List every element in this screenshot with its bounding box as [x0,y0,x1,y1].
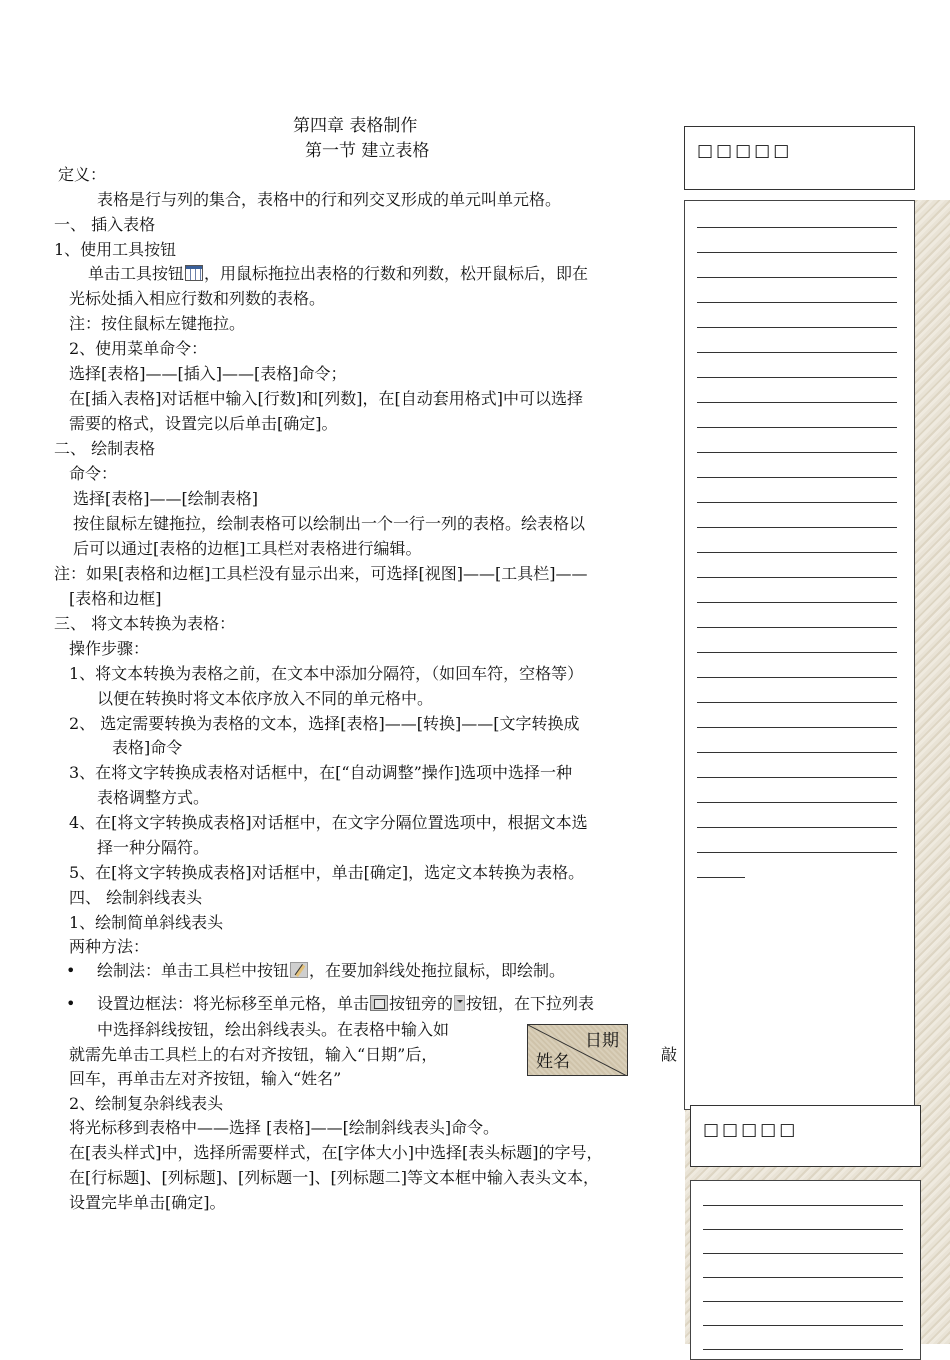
toolbar-instruction-before: 单击工具按钮 [88,264,185,283]
text-line: 中选择斜线按钮，绘出斜线表头。在表格中输入如 [97,1020,450,1039]
note-rule-line [697,227,897,228]
note-rule-line [697,302,897,303]
note-rule-line [697,777,897,778]
text-line: 在[表头样式]中，选择所需要样式，在[字体大小]中选择[表头标题]的字号， [69,1143,603,1162]
text-line: 一、 插入表格 [54,215,156,234]
text-line: 3、在将文字转换成表格对话框中，在[“自动调整”操作]选项中选择一种 [69,763,573,782]
text-line: 定义： [58,165,107,184]
text-line: 选择[表格]——[绘制表格] [73,489,258,508]
note-rule-line [697,702,897,703]
text-line: 注：按住鼠标左键拖拉。 [69,314,246,333]
bullet-draw-method [97,961,565,981]
text-line: 表格是行与列的集合，表格中的行和列交叉形成的单元叫单元格。 [97,190,562,209]
text-line: [表格和边框] [69,589,162,608]
diagonal-header-example [527,1024,628,1076]
sidebar-bottom-notes [690,1180,921,1360]
text-line: 三、 将文本转换为表格： [54,614,236,633]
note-rule-line [697,277,897,278]
note-rule-line [697,452,897,453]
text-line: 命令： [69,464,118,483]
text-line: 设置完毕单击[确定]。 [69,1193,226,1212]
note-rule-line [703,1325,903,1326]
note-rule-line [697,802,897,803]
text-line: 回车，再单击左对齐按钮，输入“姓名” [69,1069,342,1088]
note-rule-line [703,1301,903,1302]
text-line: 以便在转换时将文本依序放入不同的单元格中。 [97,689,434,708]
text-line: 5、在[将文字转换成表格]对话框中，单击[确定]，选定文本转换为表格。 [69,863,585,882]
text-line: 二、 绘制表格 [54,439,156,458]
text-line: 操作步骤： [69,639,150,658]
pencil-icon [290,962,308,978]
border-icon [370,995,388,1011]
text-line: 四、 绘制斜线表头 [69,888,203,907]
note-rule-line [697,402,897,403]
text-line: 表格调整方式。 [97,788,210,807]
toolbar-instruction [88,264,588,284]
note-rule-line [697,377,897,378]
note-rule-line [697,877,745,878]
note-rule-line [697,552,897,553]
bullet-dot: • [66,994,76,1013]
text-line: 选择[表格]——[插入]——[表格]命令； [69,364,347,383]
text-line: 按住鼠标左键拖拉，绘制表格可以绘制出一个一行一列的表格。绘表格以 [73,514,586,533]
bullet-border-method [97,994,594,1014]
bullet-draw-before: 绘制法：单击工具栏中按钮 [97,961,290,980]
bullet-border-before: 设置边框法：将光标移至单元格，单击 [97,994,370,1013]
note-rule-line [697,727,897,728]
note-rule-line [697,502,897,503]
note-rule-line [697,677,897,678]
text-line: 光标处插入相应行数和列数的表格。 [69,289,326,308]
note-rule-line [703,1253,903,1254]
text-line: 1、绘制简单斜线表头 [69,913,224,932]
note-rule-line [697,602,897,603]
note-rule-line [697,827,897,828]
text-line: 就需先单击工具栏上的右对齐按钮，输入“日期”后， [69,1045,438,1064]
note-rule-line [697,527,897,528]
note-rule-line [697,327,897,328]
section-title: 第一节 建立表格 [305,141,430,161]
note-rule-line [703,1229,903,1230]
sidebar-top-notes [684,200,915,1110]
text-line: 在[插入表格]对话框中输入[行数]和[列数]，在[自动套用格式]中可以选择 [69,389,583,408]
text-line: 将光标移到表格中——选择 [表格]——[绘制斜线表头]命令。 [69,1118,500,1137]
chapter-title: 第四章 表格制作 [293,116,418,136]
bullet-draw-after: ，在要加斜线处拖拉鼠标，即绘制。 [309,961,566,980]
dropdown-arrow-icon [454,995,465,1011]
note-rule-line [697,252,897,253]
text-line: 表格]命令 [112,738,183,757]
toolbar-instruction-after: ，用鼠标拖拉出表格的行数和列数，松开鼠标后，即在 [204,264,589,283]
text-line: 2、使用菜单命令： [69,339,208,358]
text-line: 注：如果[表格和边框]工具栏没有显示出来，可选择[视图]——[工具栏]—— [54,564,588,583]
note-rule-line [697,352,897,353]
sidebar-bottom-heading: □□□□□ [690,1105,921,1167]
note-rule-line [697,577,897,578]
note-rule-line [697,477,897,478]
text-line: 需要的格式，设置完以后单击[确定]。 [69,414,338,433]
insert-table-icon [185,265,203,281]
text-line: 在[行标题]、[列标题]、[列标题一]、[列标题二]等文本框中输入表头文本， [69,1168,599,1187]
sidebar-top-heading: □□□□□ [684,126,915,190]
text-line: 两种方法： [69,937,150,956]
diagonal-header-name: 姓名 [536,1052,570,1072]
text-line: 2、 选定需要转换为表格的文本，选择[表格]——[转换]——[文字转换成 [69,714,580,733]
text-line: 4、在[将文字转换成表格]对话框中，在文字分隔位置选项中，根据文本选 [69,813,588,832]
note-rule-line [703,1277,903,1278]
note-rule-line [697,652,897,653]
text-line: 1、使用工具按钮 [54,240,177,259]
bullet-border-after: 按钮，在下拉列表 [466,994,595,1013]
text-line: 敲 [661,1045,678,1064]
note-rule-line [697,752,897,753]
text-line: 1、将文本转换为表格之前，在文本中添加分隔符，（如回车符，空格等） [69,664,584,683]
text-line: 择一种分隔符。 [97,838,210,857]
bullet-dot: • [66,961,76,980]
note-rule-line [703,1349,903,1350]
note-rule-line [703,1205,903,1206]
note-rule-line [697,427,897,428]
text-line: 后可以通过[表格的边框]工具栏对表格进行编辑。 [73,539,422,558]
text-line: 2、绘制复杂斜线表头 [69,1094,224,1113]
diagonal-header-date: 日期 [585,1031,619,1051]
bullet-border-middle: 按钮旁的 [389,994,454,1013]
note-rule-line [697,627,897,628]
note-rule-line [697,852,897,853]
